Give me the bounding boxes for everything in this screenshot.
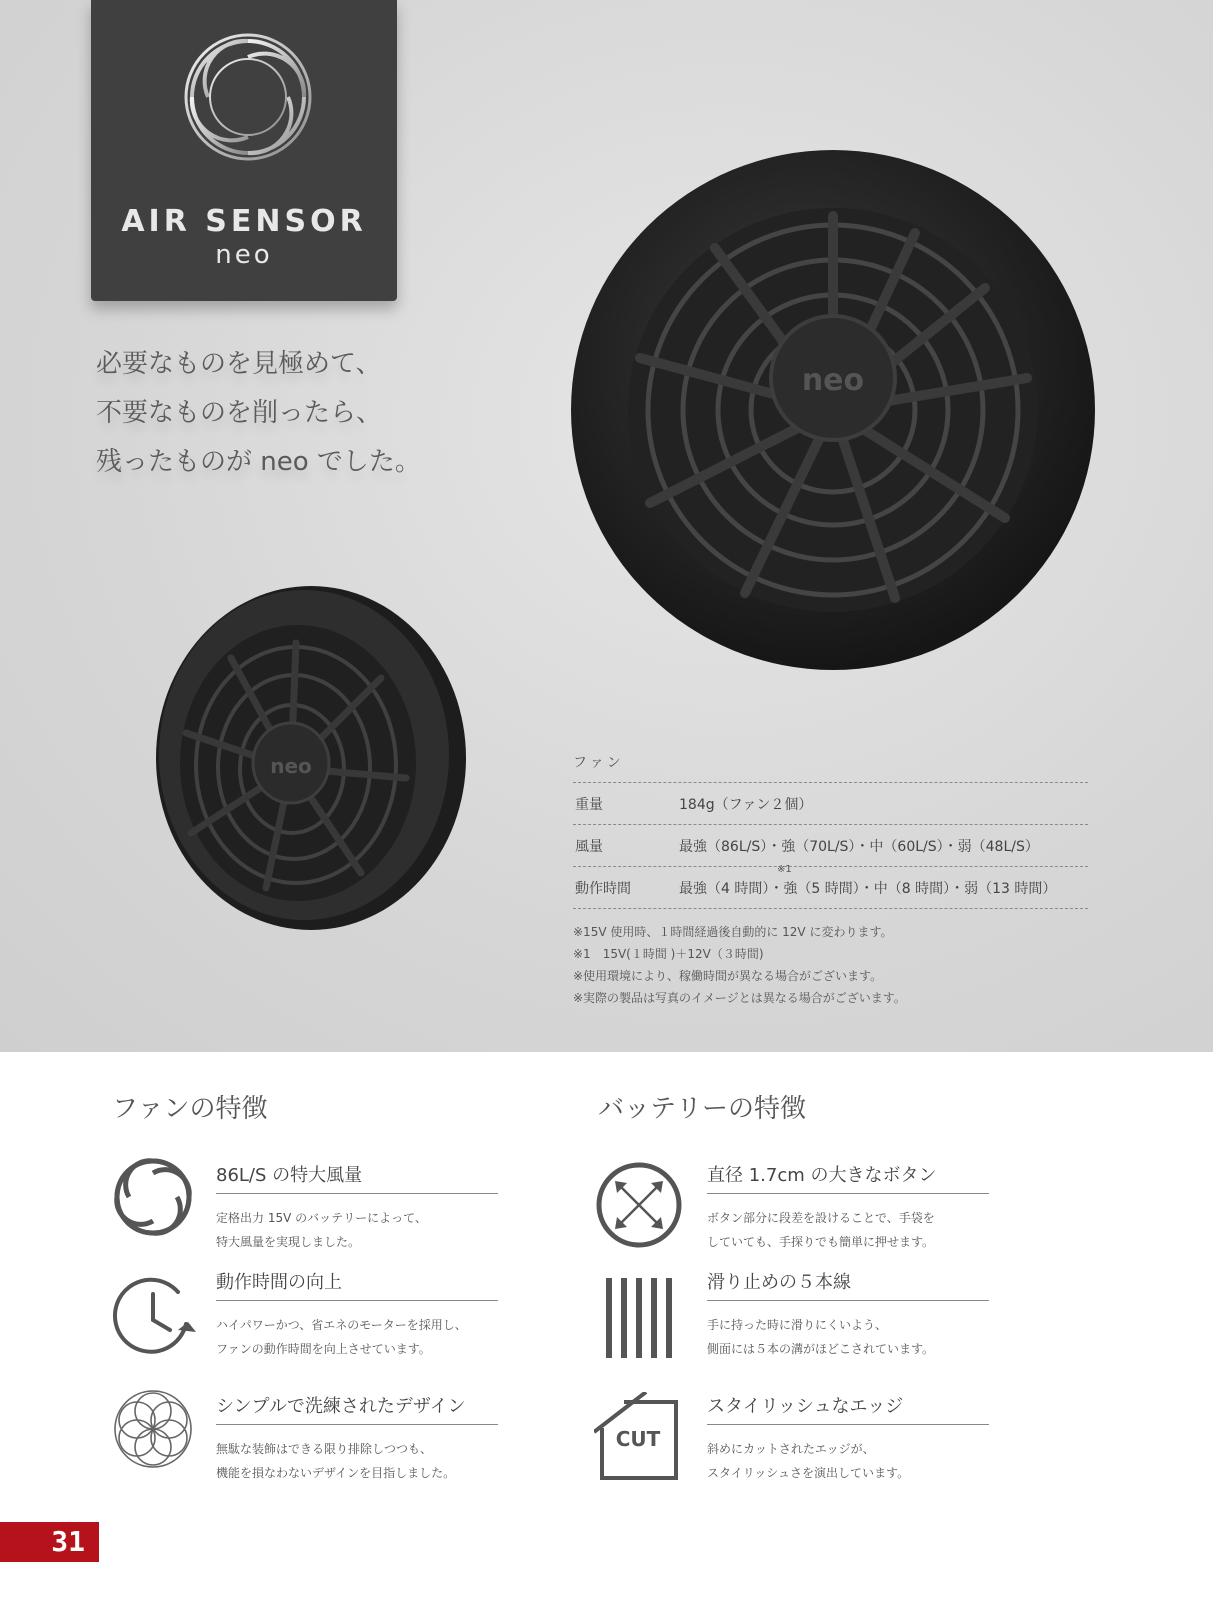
spec-row (573, 782, 1088, 824)
clock-refresh-icon (108, 1272, 198, 1362)
catch-line: 必要なものを見極めて、 (96, 349, 382, 379)
fan-feature-runtime (216, 1268, 506, 1361)
note: ※1 15V(１時間 )＋12V（３時間) (573, 947, 764, 961)
feature-heading: 直径 1.7cm の大きなボタン (707, 1161, 989, 1194)
swirl-airflow-icon (108, 1152, 198, 1242)
desc-line: スタイリッシュさを演出しています。 (707, 1466, 910, 1480)
note: ※使用環境により、稼働時間が異なる場合がございます。 (573, 969, 883, 983)
spec-table (573, 752, 1088, 1009)
feature-heading: 滑り止めの５本線 (707, 1268, 989, 1301)
fan-hub-label: neo (270, 754, 312, 778)
swirl-logo-icon (173, 22, 323, 172)
feature-description (707, 1437, 997, 1485)
spec-label: 重量 (575, 796, 603, 813)
feature-heading: シンプルで洗練されたデザイン (216, 1392, 498, 1425)
feature-description (707, 1313, 997, 1361)
product-logo (91, 0, 397, 301)
desc-line: ファンの動作時間を向上させています。 (216, 1342, 431, 1356)
desc-line: ボタン部分に段差を設けることで、手袋を (707, 1211, 935, 1225)
spec-row (573, 824, 1088, 866)
battery-feature-edge (707, 1392, 997, 1485)
desc-line: 特大風量を実現しました。 (216, 1235, 361, 1249)
battery-features-title: バッテリーの特徴 (598, 1094, 807, 1124)
fan-features-title: ファンの特徴 (112, 1094, 268, 1124)
catch-line: 残ったものが neo でした。 (96, 447, 421, 477)
spec-label: 動作時間 (575, 880, 631, 897)
note: ※15V 使用時、１時間経過後自動的に 12V に変わります。 (573, 925, 893, 939)
button-arrows-icon (594, 1160, 684, 1250)
page-number: 31 (0, 1522, 99, 1562)
logo-title: AIR SENSOR (121, 204, 367, 239)
spec-value-with-note (679, 863, 1088, 898)
feature-description (707, 1206, 997, 1254)
desc-line: 側面には５本の溝がほどこされています。 (707, 1342, 935, 1356)
spec-value: 最強（86L/S）・強（70L/S）・中（60L/S）・弱（48L/S） (679, 838, 1039, 855)
battery-feature-grip (707, 1268, 997, 1361)
flower-pattern-icon (108, 1384, 198, 1474)
desc-line: ハイパワーかつ、省エネのモーターを採用し、 (216, 1318, 467, 1332)
feature-description (216, 1206, 506, 1254)
feature-heading: 86L/S の特大風量 (216, 1161, 498, 1194)
spec-label: 風量 (575, 838, 603, 855)
battery-feature-button (707, 1161, 997, 1254)
desc-line: 定格出力 15V のバッテリーによって、 (216, 1211, 427, 1225)
fan-small-image (146, 583, 486, 983)
fan-feature-design (216, 1392, 506, 1485)
grip-lines-icon (600, 1276, 680, 1360)
spec-title: ファン (573, 755, 624, 771)
cut-label: CUT (615, 1427, 661, 1451)
catch-copy (96, 340, 421, 487)
cut-edge-icon (594, 1392, 684, 1482)
fan-hub-label: neo (801, 363, 865, 398)
logo-subtitle: neo (215, 240, 273, 270)
spec-notes (573, 921, 1088, 1009)
feature-heading: スタイリッシュなエッジ (707, 1392, 989, 1425)
note: ※実際の製品は写真のイメージとは異なる場合がございます。 (573, 991, 906, 1005)
spec-row (573, 863, 1088, 909)
desc-line: 機能を損なわないデザインを目指しました。 (216, 1466, 456, 1480)
desc-line: 無駄な装飾はできる限り排除しつつも、 (216, 1442, 433, 1456)
fan-feature-airflow (216, 1161, 506, 1254)
desc-line: 斜めにカットされたエッジが、 (707, 1442, 875, 1456)
feature-heading: 動作時間の向上 (216, 1268, 498, 1301)
feature-description (216, 1437, 506, 1485)
desc-line: 手に持った時に滑りにくいよう、 (707, 1318, 888, 1332)
footnote-mark: ※1 (777, 863, 792, 875)
spec-value: 最強（4 時間）・強（5 時間）・中（8 時間）・弱（13 時間） (679, 880, 1057, 897)
fan-large-image (565, 138, 1105, 678)
catch-line: 不要なものを削ったら、 (96, 398, 383, 428)
desc-line: していても、手探りでも簡単に押せます。 (707, 1235, 935, 1249)
spec-value: 184g（ファン２個） (679, 796, 813, 813)
feature-description (216, 1313, 506, 1361)
